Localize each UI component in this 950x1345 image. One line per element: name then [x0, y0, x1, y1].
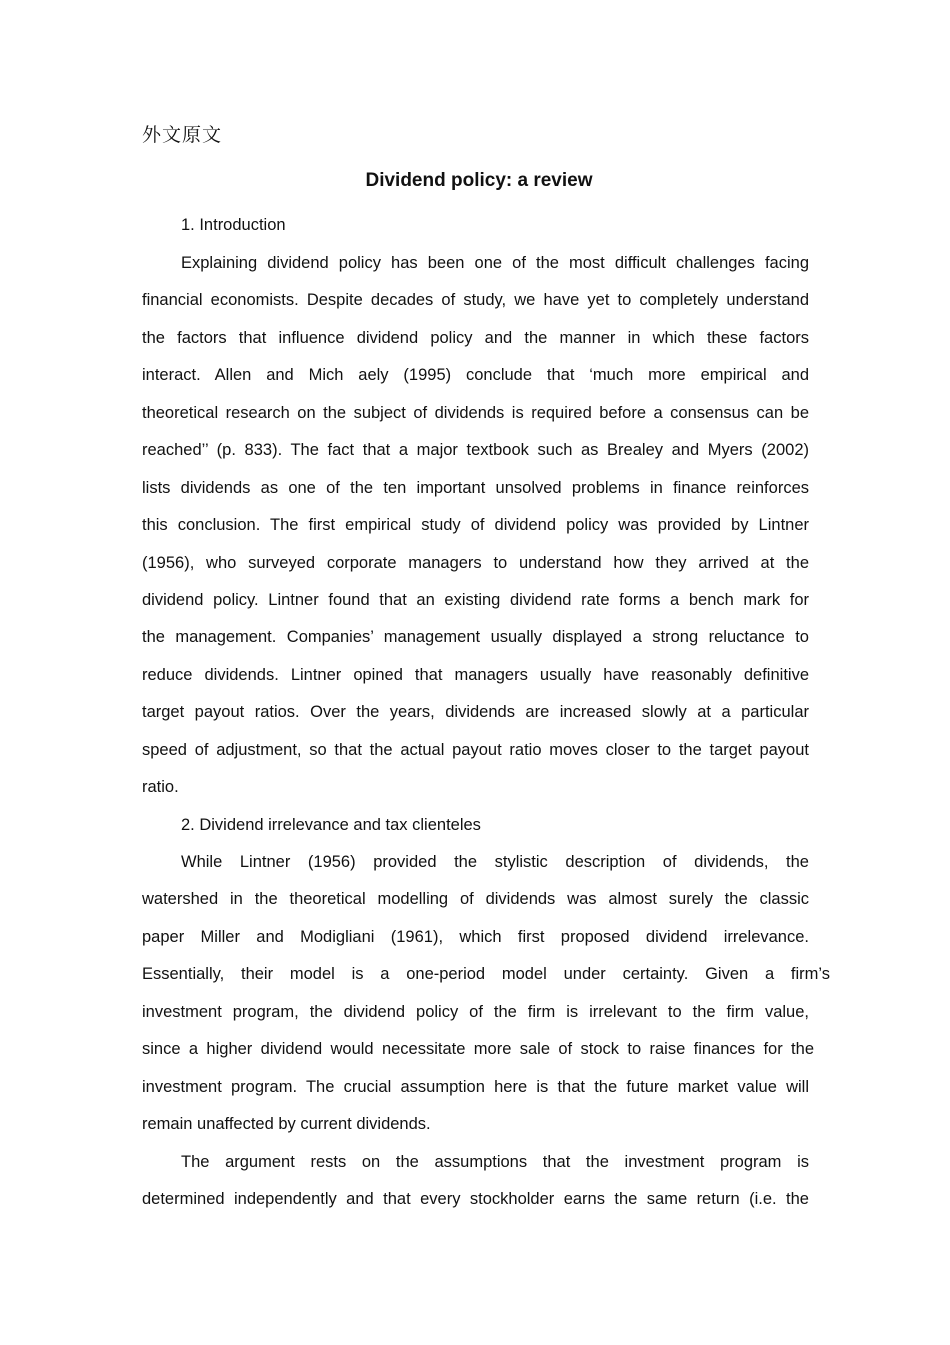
original-text-label: 外文原文: [142, 124, 223, 146]
text-line: reduce dividends. Lintner opined that managers usually have reasonably definitive: [142, 666, 809, 684]
text-line: speed of adjustment, so that the actual payout ratio moves closer to the target payout: [142, 741, 809, 759]
text-line: Essentially, their model is a one-period model under certainty. Given a firm’s: [142, 965, 830, 983]
section-heading: 2. Dividend irrelevance and tax clienteles: [181, 816, 481, 834]
text-line: ratio.: [142, 778, 179, 796]
text-line: (1956), who surveyed corporate managers to understand how they arrived at the: [142, 554, 809, 572]
paper-title: Dividend policy: a review: [365, 170, 593, 191]
text-line: determined independently and that every stockholder earns the same return (i.e. the: [142, 1190, 809, 1208]
text-line: lists dividends as one of the ten important unsolved problems in finance reinforces: [142, 479, 809, 497]
text-line: financial economists. Despite decades of study, we have yet to completely understand: [142, 291, 809, 309]
text-line: While Lintner (1956) provided the stylistic description of dividends, the: [181, 853, 809, 871]
text-line: interact. Allen and Mich aely (1995) conclude that ‘much more empirical and: [142, 366, 809, 384]
text-line: target payout ratios. Over the years, dividends are increased slowly at a particular: [142, 703, 809, 721]
text-line: watershed in the theoretical modelling of dividends was almost surely the classic: [142, 890, 809, 908]
section-heading: 1. Introduction: [181, 216, 286, 234]
text-line: remain unaffected by current dividends.: [142, 1115, 431, 1133]
text-line: theoretical research on the subject of dividends is required before a consensus can be: [142, 404, 809, 422]
text-line: reached’’ (p. 833). The fact that a major textbook such as Brealey and Myers (2002): [142, 441, 809, 459]
text-line: The argument rests on the assumptions that the investment program is: [181, 1153, 809, 1171]
text-line: the factors that influence dividend policy and the manner in which these factors: [142, 329, 809, 347]
text-line: paper Miller and Modigliani (1961), which first proposed dividend irrelevance.: [142, 928, 809, 946]
text-line: investment program. The crucial assumption here is that the future market value will: [142, 1078, 809, 1096]
text-line: since a higher dividend would necessitate more sale of stock to raise finances for the: [142, 1040, 814, 1058]
text-line: dividend policy. Lintner found that an existing dividend rate forms a bench mark for: [142, 591, 809, 609]
text-line: this conclusion. The first empirical study of dividend policy was provided by Lintner: [142, 516, 809, 534]
text-line: investment program, the dividend policy of the firm is irrelevant to the firm value,: [142, 1003, 809, 1021]
text-line: the management. Companies’ management usually displayed a strong reluctance to: [142, 628, 809, 646]
text-line: Explaining dividend policy has been one of the most difficult challenges facing: [181, 254, 809, 272]
